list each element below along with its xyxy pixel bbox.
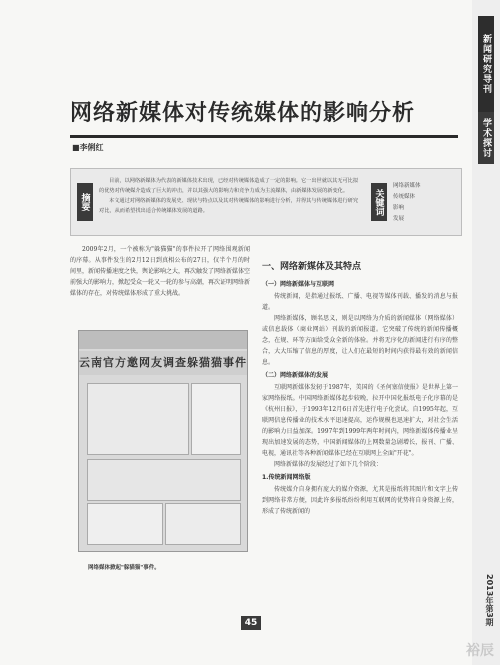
journal-name: 新闻研究导刊 (478, 16, 494, 112)
abstract-box (70, 168, 462, 236)
news-screenshot-figure (78, 330, 248, 552)
figure-banner: 云南官方邀网友调查躲猫猫事件 (79, 351, 247, 375)
figure-topbar (79, 331, 247, 349)
keyword: 发展 (393, 216, 405, 222)
abstract-paragraph: 本文通过对网络新媒体的发展史、现状与特点以及其对传统媒体的影响进行分析，并得其与传统媒体进行研究对比，从而希望找出适合传统媒体发展的道路。 (99, 198, 359, 214)
keyword: 影响 (393, 205, 405, 211)
figure-block (87, 383, 189, 455)
body-paragraph: 网络新媒体的发展经过了如下几个阶段： (274, 461, 383, 468)
issue-year: 2013年第3期 (485, 574, 494, 626)
body-paragraph: 互联网新媒体发轫于1987年，美国的《圣何塞信使报》是世界上第一家网络报纸。中国网络新媒体起步较晚，拉开中国化报纸电子化序幕的是《杭州日报》，于1993年12月6日首先进行电子化尝试。自1995年起，互联网信息传播业的技术水平迅速提高，运作规模也迅速扩大，对社会生活的影响力日益加深。1997年到1999年两年时间内，网络新媒体传播业呈现出加速发展的态势，中国新闻媒体的上网数量急剧增长，报刊、广播、电视，通讯社等各种新闻媒体已经在互联网上全面"开花"。 (262, 384, 458, 457)
article-title: 网络新媒体对传统媒体的影响分析 (70, 101, 416, 126)
left-column (70, 244, 250, 299)
abstract-paragraph: 目前，以网络新媒体为代表的新媒体技术出现，已经对传统媒体造成了一定的影响。它一出世就以其无可比拟的优势对传统媒介造成了巨大的冲击，并以其强大的影响力和竞争力成为主流媒体，由新媒体发展的新变化。 (99, 178, 359, 194)
page-number: 45 (241, 616, 261, 630)
body-paragraph: 传统媒介自身拥有庞大的媒介资源，尤其是报纸将其图片和文字上传到网络非常方便，因此许多报纸纷纷利用互联网的优势将自身资源上传，形成了传统新闻的 (262, 486, 458, 515)
body-paragraph: 网络新媒体，顾名思义，则是以网络为介质的新闻媒体（网络媒体）或信息载体（商业网站）刊载的新闻报道。它突破了传统的新闻传播概念，在规、环等方面给受众全新的体验。并将无序化的新闻进行有序的整合，大大压缩了信息的厚度，让人们在最短的时间内获得最有效的新闻信息。 (262, 315, 458, 366)
figure-block (87, 503, 163, 545)
subheading: 1.传统新闻网络版 (262, 474, 311, 481)
section-name: 学术探讨 (478, 112, 494, 164)
intro-paragraph: 2009年2月，一个被称为"躲猫猫"的事件拉开了网络围观新闻的序幕。从事件发生的2月12日到真相公布的27日，仅半个月的时间里，新闻传播速度之快，舆论影响之大，再次触发了网络新媒体空前强大的影响力，掀起受众一轮又一轮的参与高潮，再次证明网络新媒体的存在，对传统媒体形成了重大挑战。 (70, 246, 251, 297)
subheading: （二）网络新媒体的发展 (262, 372, 329, 379)
figure-caption: 网络媒体掀起"躲猫猫"事件。 (88, 565, 160, 571)
abstract-text (99, 177, 361, 217)
keyword: 网络新媒体 (393, 183, 421, 189)
subheading: （一）网络新媒体与互联网 (262, 281, 335, 288)
figure-block (165, 503, 241, 545)
keyword: 传统媒体 (393, 194, 416, 200)
keywords-tag: 关键词 (371, 183, 387, 221)
body-paragraph: 传统新闻，是指通过报纸、广播、电视等媒体刊载、播发的消息与报道。 (262, 293, 458, 311)
keywords-list (393, 181, 455, 225)
title-rule (70, 135, 458, 138)
right-column (262, 262, 458, 517)
watermark: 裕辰 (466, 643, 494, 659)
figure-block (87, 459, 241, 501)
abstract-tag: 摘要 (77, 183, 93, 221)
section-heading: 一、网络新媒体及其特点 (262, 262, 362, 272)
figure-block (191, 383, 241, 455)
author: ■李俐红 (72, 143, 104, 152)
sidebar (472, 0, 500, 665)
